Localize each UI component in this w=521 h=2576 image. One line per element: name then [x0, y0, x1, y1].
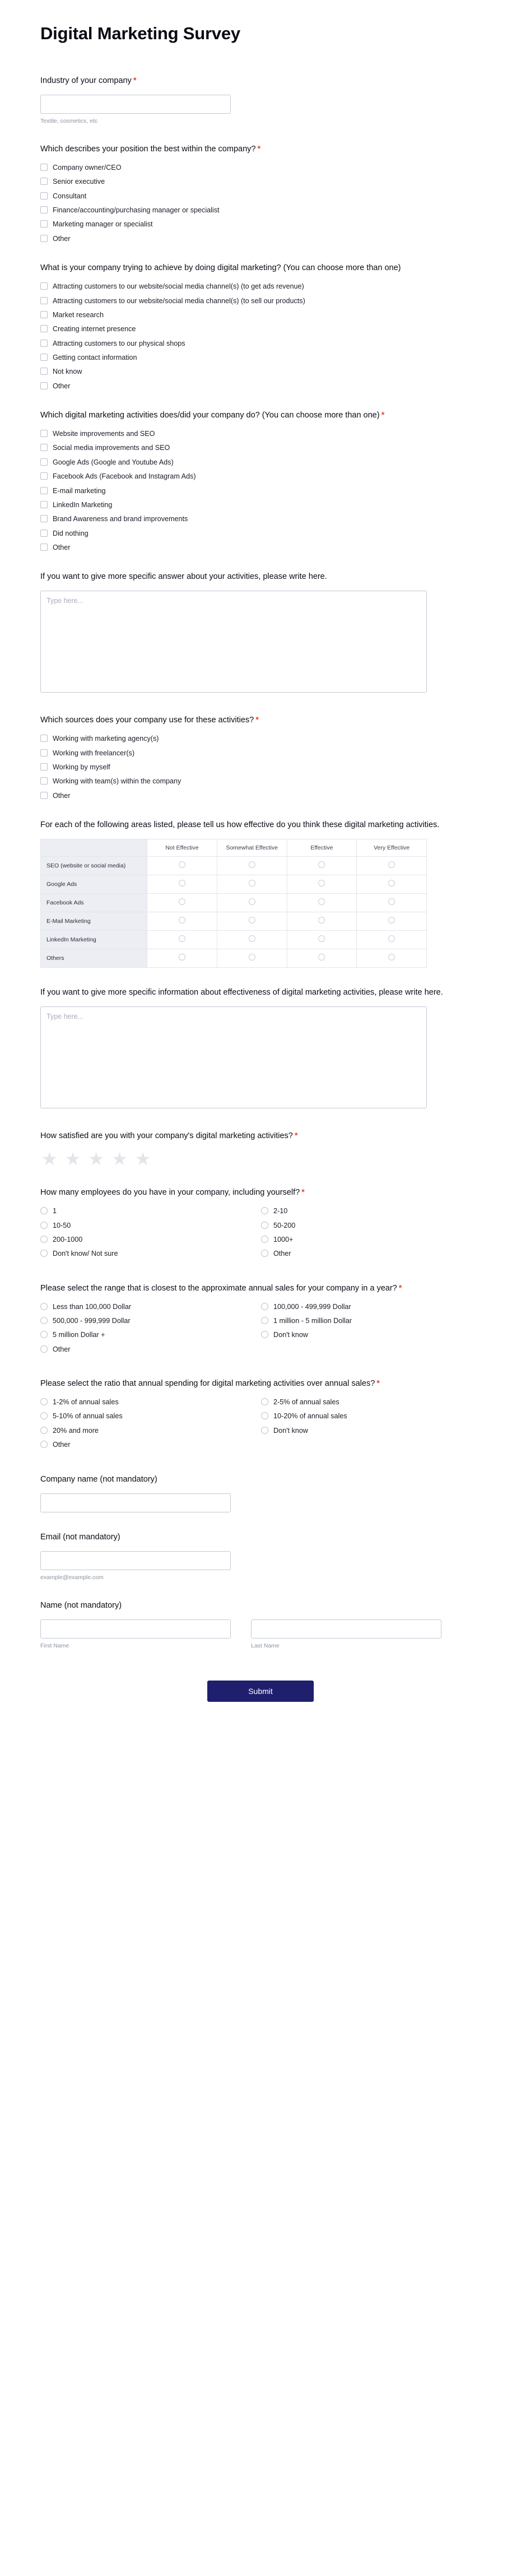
- matrix-cell[interactable]: [357, 931, 427, 949]
- activities-label-text: Which digital marketing activities does/did your company do? (You can choose more than one): [40, 411, 380, 420]
- matrix-cell[interactable]: [217, 857, 287, 875]
- matrix-cell[interactable]: [147, 949, 217, 968]
- checkbox-icon[interactable]: [40, 735, 48, 742]
- option-label: Don't know: [273, 1331, 308, 1339]
- first-name-sublabel: First Name: [40, 1642, 69, 1649]
- option-label: Brand Awareness and brand improvements: [53, 515, 188, 523]
- radio-icon[interactable]: [249, 917, 255, 923]
- question-effectiveness-matrix: [39, 819, 482, 968]
- checkbox-icon[interactable]: [40, 178, 48, 185]
- radio-icon[interactable]: [40, 1317, 48, 1324]
- sales-options: [40, 1302, 482, 1359]
- option-row[interactable]: [40, 749, 482, 758]
- question-activities-detail: [39, 571, 482, 695]
- option-row[interactable]: [40, 1426, 261, 1435]
- radio-icon[interactable]: [261, 1398, 268, 1405]
- checkbox-icon[interactable]: [40, 487, 48, 494]
- required-marker: *: [301, 1188, 305, 1198]
- option-label: Google Ads (Google and Youtube Ads): [53, 458, 174, 466]
- matrix-cell[interactable]: [287, 857, 357, 875]
- required-marker: *: [398, 1283, 402, 1293]
- radio-icon[interactable]: [318, 861, 325, 868]
- radio-icon[interactable]: [261, 1303, 268, 1310]
- matrix-row: [41, 857, 427, 875]
- checkbox-icon[interactable]: [40, 444, 48, 451]
- email-field[interactable]: [40, 1551, 231, 1570]
- matrix-col-header: Somewhat Effective: [217, 839, 287, 857]
- ratio-options: [40, 1398, 482, 1454]
- question-company-name: [39, 1474, 482, 1512]
- option-row[interactable]: [261, 1302, 482, 1311]
- option-row[interactable]: [40, 529, 482, 538]
- radio-icon[interactable]: [388, 935, 395, 942]
- option-label: 1-2% of annual sales: [53, 1398, 119, 1407]
- option-label: Website improvements and SEO: [53, 430, 155, 438]
- option-row[interactable]: [40, 220, 482, 229]
- radio-icon[interactable]: [261, 1317, 268, 1324]
- option-label: Market research: [53, 310, 104, 319]
- radio-icon[interactable]: [249, 935, 255, 942]
- submit-button[interactable]: Submit: [207, 1681, 314, 1702]
- radio-icon[interactable]: [261, 1250, 268, 1257]
- matrix-cell[interactable]: [287, 894, 357, 912]
- option-row[interactable]: [261, 1206, 482, 1215]
- question-label: [40, 75, 482, 87]
- radio-icon[interactable]: [179, 935, 185, 942]
- option-label: Other: [53, 234, 71, 243]
- option-label: Less than 100,000 Dollar: [53, 1302, 132, 1311]
- option-row[interactable]: [40, 353, 482, 362]
- question-label: [40, 143, 482, 155]
- matrix-row: [41, 894, 427, 912]
- option-row[interactable]: [40, 1235, 261, 1244]
- radio-icon[interactable]: [249, 861, 255, 868]
- option-row[interactable]: [40, 763, 482, 772]
- radio-icon[interactable]: [261, 1222, 268, 1229]
- option-row[interactable]: [40, 163, 482, 172]
- question-industry: [39, 75, 482, 124]
- matrix-cell[interactable]: [147, 875, 217, 894]
- radio-icon[interactable]: [261, 1412, 268, 1419]
- employees-options: [40, 1206, 482, 1263]
- matrix-row: [41, 931, 427, 949]
- option-label: Creating internet presence: [53, 325, 136, 333]
- employees-label-text: How many employees do you have in your company, including yourself?: [40, 1188, 300, 1198]
- matrix-row-label: Google Ads: [41, 875, 147, 894]
- checkbox-icon[interactable]: [40, 792, 48, 799]
- radio-icon[interactable]: [261, 1207, 268, 1214]
- radio-icon[interactable]: [40, 1250, 48, 1257]
- option-label: 10-20% of annual sales: [273, 1412, 347, 1421]
- radio-icon[interactable]: [179, 880, 185, 886]
- option-label: Don't know: [273, 1426, 308, 1435]
- checkbox-icon[interactable]: [40, 382, 48, 389]
- survey-form: [39, 0, 482, 1735]
- radio-icon[interactable]: [318, 917, 325, 923]
- matrix-cell[interactable]: [357, 875, 427, 894]
- checkbox-icon[interactable]: [40, 777, 48, 785]
- option-row[interactable]: [261, 1412, 482, 1421]
- option-label: 20% and more: [53, 1426, 99, 1435]
- option-row[interactable]: [261, 1249, 482, 1258]
- option-label: Other: [53, 791, 71, 800]
- option-row[interactable]: [40, 1302, 261, 1311]
- matrix-cell[interactable]: [217, 875, 287, 894]
- option-label: Working with freelancer(s): [53, 749, 135, 757]
- radio-icon[interactable]: [40, 1331, 48, 1338]
- checkbox-icon[interactable]: [40, 282, 48, 290]
- radio-icon[interactable]: [179, 917, 185, 923]
- option-label: Did nothing: [53, 529, 89, 537]
- required-marker: *: [133, 76, 137, 85]
- matrix-cell[interactable]: [287, 875, 357, 894]
- option-row[interactable]: [261, 1426, 482, 1435]
- position-label-text: Which describes your position the best within the company?: [40, 145, 256, 154]
- first-name-col: [40, 1619, 231, 1649]
- option-row[interactable]: [40, 367, 482, 376]
- checkbox-icon[interactable]: [40, 164, 48, 171]
- option-label: E-mail marketing: [53, 486, 106, 495]
- matrix-cell[interactable]: [357, 894, 427, 912]
- option-row[interactable]: [40, 1206, 261, 1215]
- matrix-col-header: Effective: [287, 839, 357, 857]
- radio-icon[interactable]: [40, 1222, 48, 1229]
- radio-icon[interactable]: [318, 898, 325, 905]
- matrix-cell[interactable]: [147, 931, 217, 949]
- checkbox-icon[interactable]: [40, 354, 48, 361]
- matrix-cell[interactable]: [147, 857, 217, 875]
- option-row[interactable]: [40, 472, 482, 481]
- required-marker: *: [257, 145, 261, 154]
- question-label: Name (not mandatory): [40, 1600, 122, 1610]
- question-label: [40, 1283, 482, 1294]
- option-label: Working with marketing agency(s): [53, 735, 159, 743]
- matrix-cell[interactable]: [217, 912, 287, 931]
- option-label: 5-10% of annual sales: [53, 1412, 123, 1421]
- option-label: Other: [53, 543, 71, 551]
- option-row[interactable]: [40, 500, 482, 509]
- matrix-cell[interactable]: [287, 949, 357, 968]
- radio-icon[interactable]: [388, 917, 395, 923]
- checkbox-icon[interactable]: [40, 340, 48, 347]
- option-label: Consultant: [53, 192, 87, 200]
- option-label: 10-50: [53, 1221, 71, 1229]
- option-row[interactable]: [261, 1221, 482, 1230]
- question-label: [40, 410, 482, 421]
- radio-icon[interactable]: [40, 1236, 48, 1243]
- matrix-row-label: LinkedIn Marketing: [41, 931, 147, 949]
- matrix-cell[interactable]: [217, 894, 287, 912]
- radio-icon[interactable]: [261, 1427, 268, 1434]
- option-row[interactable]: [40, 310, 482, 319]
- radio-icon[interactable]: [40, 1345, 48, 1353]
- last-name-col: [251, 1619, 441, 1649]
- question-sources: [39, 714, 482, 800]
- option-row[interactable]: [40, 296, 482, 305]
- question-label: [40, 1378, 482, 1390]
- option-label: Attracting customers to our website/social media channel(s) (to sell our products): [53, 296, 305, 305]
- effectiveness-detail-textarea[interactable]: [40, 1006, 427, 1108]
- matrix-cell[interactable]: [357, 949, 427, 968]
- option-row[interactable]: [40, 543, 482, 552]
- matrix-cell[interactable]: [357, 912, 427, 931]
- option-label: 1000+: [273, 1235, 294, 1243]
- option-row[interactable]: [40, 1398, 261, 1407]
- submit-area: [39, 1681, 482, 1735]
- question-label: Company name (not mandatory): [40, 1474, 157, 1484]
- activities-options: [40, 429, 482, 552]
- matrix-row: [41, 875, 427, 894]
- matrix-row-label: Facebook Ads: [41, 894, 147, 912]
- question-employees: [39, 1187, 482, 1263]
- option-row[interactable]: [261, 1235, 482, 1244]
- option-label: 200-1000: [53, 1235, 83, 1243]
- first-name-input[interactable]: [40, 1619, 231, 1639]
- option-label: 2-5% of annual sales: [273, 1398, 339, 1407]
- option-label: Facebook Ads (Facebook and Instagram Ads): [53, 472, 196, 481]
- matrix-header-row: [41, 839, 427, 857]
- radio-icon[interactable]: [249, 954, 255, 960]
- option-label: Don't know/ Not sure: [53, 1250, 118, 1258]
- radio-icon[interactable]: [179, 954, 185, 960]
- option-row[interactable]: [40, 486, 482, 495]
- radio-icon[interactable]: [179, 861, 185, 868]
- question-label: If you want to give more specific information about effectiveness of digital marketing activities, please write here.: [40, 988, 443, 997]
- required-marker: *: [381, 411, 385, 420]
- option-label: 1 million - 5 million Dollar: [273, 1317, 352, 1325]
- radio-icon[interactable]: [249, 898, 255, 905]
- option-row[interactable]: [40, 339, 482, 348]
- option-label: 2-10: [273, 1207, 288, 1215]
- matrix-cell[interactable]: [147, 894, 217, 912]
- matrix-col-header: Very Effective: [357, 839, 427, 857]
- option-label: 1: [53, 1207, 57, 1215]
- radio-icon[interactable]: [318, 954, 325, 960]
- radio-icon[interactable]: [388, 861, 395, 868]
- question-email: [39, 1531, 482, 1581]
- radio-icon[interactable]: [40, 1303, 48, 1310]
- radio-icon[interactable]: [261, 1331, 268, 1338]
- last-name-input[interactable]: [251, 1619, 441, 1639]
- matrix-cell[interactable]: [287, 931, 357, 949]
- checkbox-icon[interactable]: [40, 472, 48, 480]
- goals-label-text: What is your company trying to achieve by doing digital marketing? (You can choose more than one): [40, 263, 401, 273]
- option-row[interactable]: [40, 206, 482, 215]
- option-row[interactable]: [40, 1221, 261, 1230]
- checkbox-icon[interactable]: [40, 515, 48, 522]
- question-label: Email (not mandatory): [40, 1532, 120, 1542]
- matrix-corner: [41, 839, 147, 857]
- option-row[interactable]: [40, 514, 482, 523]
- option-row[interactable]: [40, 791, 482, 800]
- matrix-row-label: E-Mail Marketing: [41, 912, 147, 931]
- option-label: Other: [53, 1441, 71, 1449]
- option-label: Marketing manager or specialist: [53, 220, 153, 229]
- email-hint: example@example.com: [40, 1574, 104, 1581]
- option-label: Working with team(s) within the company: [53, 777, 182, 786]
- question-name: [39, 1600, 482, 1649]
- option-row[interactable]: [40, 1440, 261, 1449]
- option-label: Not know: [53, 368, 82, 376]
- checkbox-icon[interactable]: [40, 458, 48, 466]
- option-label: Attracting customers to our physical shops: [53, 339, 185, 347]
- matrix-cell[interactable]: [217, 949, 287, 968]
- radio-icon[interactable]: [388, 954, 395, 960]
- matrix-cell[interactable]: [147, 912, 217, 931]
- option-row[interactable]: [40, 429, 482, 438]
- option-row[interactable]: [261, 1398, 482, 1407]
- option-row[interactable]: [40, 282, 482, 291]
- satisfaction-star-rating[interactable]: [40, 1150, 482, 1168]
- option-row[interactable]: [261, 1330, 482, 1339]
- matrix-col-header: Not Effective: [147, 839, 217, 857]
- matrix-row: [41, 949, 427, 968]
- option-label: Working by myself: [53, 763, 110, 772]
- question-effectiveness-detail: [39, 987, 482, 1111]
- checkbox-icon[interactable]: [40, 368, 48, 375]
- question-label: If you want to give more specific answer about your activities, please write here.: [40, 572, 327, 582]
- page-title: Digital Marketing Survey: [40, 24, 240, 43]
- checkbox-icon[interactable]: [40, 235, 48, 242]
- required-marker: *: [376, 1379, 380, 1389]
- matrix-row: [41, 912, 427, 931]
- checkbox-icon[interactable]: [40, 220, 48, 228]
- matrix-cell[interactable]: [217, 931, 287, 949]
- checkbox-icon[interactable]: [40, 192, 48, 199]
- option-label: Senior executive: [53, 178, 105, 186]
- sales-label-text: Please select the range that is closest to the approximate annual sales for your company in a year?: [40, 1283, 397, 1293]
- question-activities: [39, 410, 482, 552]
- option-label: Attracting customers to our website/social media channel(s) (to get ads revenue): [53, 282, 304, 291]
- matrix-row-label: Others: [41, 949, 147, 968]
- option-row[interactable]: [261, 1316, 482, 1325]
- star-icon-3[interactable]: ★: [88, 1149, 105, 1169]
- last-name-sublabel: Last Name: [251, 1642, 280, 1649]
- checkbox-icon[interactable]: [40, 544, 48, 551]
- goals-options: [40, 282, 482, 391]
- option-label: LinkedIn Marketing: [53, 500, 113, 509]
- question-satisfaction: [39, 1130, 482, 1168]
- question-label: [40, 262, 482, 274]
- option-label: 100,000 - 499,999 Dollar: [273, 1302, 351, 1311]
- satisfaction-label-text: How satisfied are you with your company's digital marketing activities?: [40, 1131, 293, 1141]
- option-label: Other: [53, 1345, 71, 1353]
- checkbox-icon[interactable]: [40, 501, 48, 508]
- question-label: For each of the following areas listed, please tell us how effective do you think these digital marketing activities.: [40, 820, 440, 830]
- option-label: 500,000 - 999,999 Dollar: [53, 1317, 131, 1325]
- radio-icon[interactable]: [318, 935, 325, 942]
- checkbox-icon[interactable]: [40, 530, 48, 537]
- industry-hint: Textile, cosmetics, etc: [40, 118, 98, 125]
- option-row[interactable]: [40, 177, 482, 186]
- option-row[interactable]: [40, 1249, 261, 1258]
- checkbox-icon[interactable]: [40, 325, 48, 332]
- question-label: [40, 1130, 482, 1142]
- checkbox-icon[interactable]: [40, 749, 48, 756]
- question-label: [40, 714, 482, 726]
- name-fields: [40, 1619, 482, 1649]
- radio-icon[interactable]: [388, 880, 395, 886]
- required-marker: *: [255, 716, 259, 725]
- activities-detail-textarea[interactable]: [40, 591, 427, 693]
- industry-label-text: Industry of your company: [40, 76, 132, 85]
- radio-icon[interactable]: [318, 880, 325, 886]
- industry-input[interactable]: [40, 95, 231, 114]
- option-row[interactable]: [40, 1330, 261, 1339]
- option-label: 50-200: [273, 1221, 296, 1229]
- option-row[interactable]: [40, 777, 482, 786]
- radio-icon[interactable]: [179, 898, 185, 905]
- option-row[interactable]: [40, 458, 482, 467]
- option-row[interactable]: [40, 734, 482, 743]
- checkbox-icon[interactable]: [40, 430, 48, 437]
- question-goals: [39, 262, 482, 391]
- effectiveness-matrix-table: [40, 839, 427, 968]
- option-label: Finance/accounting/purchasing manager or specialist: [53, 206, 220, 215]
- star-icon-1[interactable]: ★: [41, 1149, 58, 1169]
- question-annual-sales: [39, 1283, 482, 1359]
- position-options: [40, 163, 482, 243]
- option-row[interactable]: [40, 1345, 261, 1354]
- option-label: Other: [53, 382, 71, 390]
- option-label: Other: [273, 1250, 291, 1258]
- required-marker: *: [294, 1131, 298, 1141]
- option-row[interactable]: [40, 1412, 261, 1421]
- question-position: [39, 143, 482, 243]
- radio-icon[interactable]: [40, 1207, 48, 1214]
- checkbox-icon[interactable]: [40, 206, 48, 213]
- option-label: Social media improvements and SEO: [53, 444, 170, 452]
- sources-options: [40, 734, 482, 800]
- matrix-cell[interactable]: [357, 857, 427, 875]
- option-label: Getting contact information: [53, 354, 137, 361]
- option-row[interactable]: [40, 234, 482, 243]
- matrix-cell[interactable]: [287, 912, 357, 931]
- option-row[interactable]: [40, 324, 482, 333]
- radio-icon[interactable]: [261, 1236, 268, 1243]
- radio-icon[interactable]: [388, 898, 395, 905]
- option-row[interactable]: [40, 443, 482, 452]
- option-row[interactable]: [40, 192, 482, 201]
- option-row[interactable]: [40, 382, 482, 391]
- radio-icon[interactable]: [249, 880, 255, 886]
- option-row[interactable]: [40, 1316, 261, 1325]
- checkbox-icon[interactable]: [40, 763, 48, 771]
- ratio-label-text: Please select the ratio that annual spending for digital marketing activities over annual sales?: [40, 1379, 375, 1389]
- star-icon-2[interactable]: ★: [64, 1149, 81, 1169]
- company-name-input[interactable]: [40, 1493, 231, 1512]
- radio-icon[interactable]: [40, 1398, 48, 1405]
- question-label: [40, 1187, 482, 1199]
- checkbox-icon[interactable]: [40, 297, 48, 304]
- option-label: Company owner/CEO: [53, 164, 122, 172]
- option-label: 5 million Dollar +: [53, 1331, 105, 1339]
- radio-icon[interactable]: [40, 1441, 48, 1448]
- radio-icon[interactable]: [40, 1427, 48, 1434]
- matrix-row-label: SEO (website or social media): [41, 857, 147, 875]
- sources-label-text: Which sources does your company use for these activities?: [40, 716, 254, 725]
- radio-icon[interactable]: [40, 1412, 48, 1419]
- star-icon-5[interactable]: ★: [134, 1149, 151, 1169]
- question-spending-ratio: [39, 1378, 482, 1454]
- checkbox-icon[interactable]: [40, 311, 48, 318]
- star-icon-4[interactable]: ★: [111, 1149, 128, 1169]
